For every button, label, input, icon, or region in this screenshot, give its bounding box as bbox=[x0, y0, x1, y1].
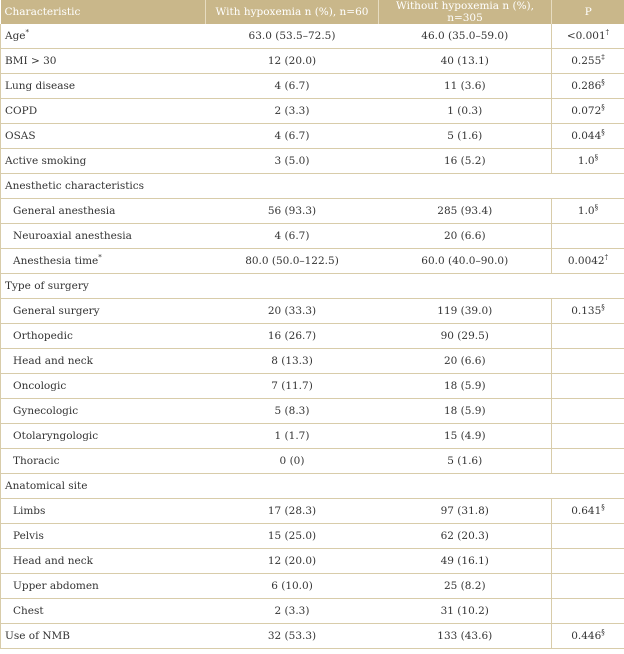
without-hypoxemia-cell bbox=[379, 449, 552, 474]
without-hypoxemia-cell bbox=[379, 199, 552, 224]
without-hypoxemia-cell-text: 15 (4.9) bbox=[443, 430, 486, 442]
without-hypoxemia-cell bbox=[379, 549, 552, 574]
with-hypoxemia-cell bbox=[206, 149, 379, 174]
p-value-cell-text: 0.255 bbox=[571, 55, 602, 67]
table-row bbox=[1, 574, 624, 599]
with-hypoxemia-cell-text: 17 (28.3) bbox=[267, 505, 317, 517]
without-hypoxemia-cell-text: 97 (31.8) bbox=[440, 505, 489, 517]
with-hypoxemia-cell bbox=[206, 374, 379, 399]
p-value-cell-text: <0.001 bbox=[566, 30, 606, 42]
without-hypoxemia-cell-text: 25 (8.2) bbox=[443, 580, 486, 592]
with-hypoxemia-cell bbox=[206, 574, 379, 599]
footnote-marker: * bbox=[25, 28, 30, 37]
p-value-cell bbox=[552, 49, 624, 74]
with-hypoxemia-cell bbox=[206, 224, 379, 249]
footnote-marker: § bbox=[601, 628, 605, 637]
table-row bbox=[1, 49, 624, 74]
with-hypoxemia-cell-text: 80.0 (50.0–122.5) bbox=[245, 255, 339, 267]
characteristic-cell-text: Head and neck bbox=[13, 555, 93, 567]
table-row bbox=[1, 349, 624, 374]
characteristic-cell-text: Upper abdomen bbox=[13, 580, 99, 592]
p-value-cell bbox=[552, 524, 624, 549]
table-row bbox=[1, 224, 624, 249]
with-hypoxemia-cell-text: 20 (33.3) bbox=[267, 305, 317, 317]
with-hypoxemia-cell bbox=[206, 449, 379, 474]
table-row bbox=[1, 599, 624, 624]
section-heading: Type of surgery bbox=[1, 274, 624, 299]
characteristic-cell-text: Thoracic bbox=[13, 455, 60, 467]
table-row bbox=[1, 74, 624, 99]
p-value-cell bbox=[552, 324, 624, 349]
footnote-marker: § bbox=[601, 103, 605, 112]
table-row bbox=[1, 524, 624, 549]
with-hypoxemia-cell-text: 56 (93.3) bbox=[267, 205, 317, 217]
with-hypoxemia-cell-text: 2 (3.3) bbox=[274, 105, 310, 117]
without-hypoxemia-cell bbox=[379, 424, 552, 449]
characteristic-cell bbox=[1, 249, 206, 274]
characteristic-cell bbox=[1, 24, 206, 49]
characteristic-cell-text: OSAS bbox=[5, 130, 36, 142]
characteristic-cell bbox=[1, 99, 206, 124]
table-row bbox=[1, 324, 624, 349]
with-hypoxemia-cell-text: 12 (20.0) bbox=[267, 55, 317, 67]
without-hypoxemia-cell-text: 20 (6.6) bbox=[443, 230, 486, 242]
table-header-row bbox=[1, 0, 624, 24]
p-value-cell bbox=[552, 549, 624, 574]
with-hypoxemia-cell-text: 1 (1.7) bbox=[274, 430, 310, 442]
without-hypoxemia-cell-text: 18 (5.9) bbox=[443, 380, 486, 392]
characteristic-cell bbox=[1, 199, 206, 224]
with-hypoxemia-cell bbox=[206, 299, 379, 324]
without-hypoxemia-cell bbox=[379, 99, 552, 124]
characteristic-cell bbox=[1, 599, 206, 624]
characteristic-cell-text: Active smoking bbox=[5, 155, 87, 167]
with-hypoxemia-cell-text: 12 (20.0) bbox=[267, 555, 317, 567]
section-heading: Anatomical site bbox=[1, 474, 624, 499]
without-hypoxemia-cell-text: 31 (10.2) bbox=[440, 605, 489, 617]
characteristic-cell-text: Otolaryngologic bbox=[13, 430, 99, 442]
p-value-cell-text: 0.641 bbox=[571, 505, 602, 517]
with-hypoxemia-cell bbox=[206, 524, 379, 549]
characteristic-cell-text: Use of NMB bbox=[5, 630, 70, 642]
with-hypoxemia-cell bbox=[206, 199, 379, 224]
characteristic-cell bbox=[1, 299, 206, 324]
without-hypoxemia-cell-text: 1 (0.3) bbox=[447, 105, 483, 117]
characteristic-cell-text: Anesthesia time bbox=[13, 255, 99, 267]
with-hypoxemia-cell bbox=[206, 599, 379, 624]
with-hypoxemia-cell-text: 63.0 (53.5–72.5) bbox=[248, 30, 336, 42]
characteristic-cell bbox=[1, 149, 206, 174]
characteristic-cell-text: Chest bbox=[13, 605, 44, 617]
table-row bbox=[1, 374, 624, 399]
characteristic-cell-text: Limbs bbox=[13, 505, 46, 517]
footnote-marker: § bbox=[594, 203, 599, 212]
with-hypoxemia-cell-text: 32 (53.3) bbox=[267, 630, 317, 642]
footnote-marker: § bbox=[601, 503, 605, 512]
table-row bbox=[1, 199, 624, 224]
with-hypoxemia-cell bbox=[206, 99, 379, 124]
section-row bbox=[1, 474, 624, 499]
without-hypoxemia-cell-text: 5 (1.6) bbox=[447, 130, 483, 142]
characteristic-cell bbox=[1, 49, 206, 74]
without-hypoxemia-cell bbox=[379, 574, 552, 599]
header-without-hypoxemia: Without hypoxemia n (%), n=305 bbox=[379, 0, 552, 24]
characteristic-cell bbox=[1, 324, 206, 349]
characteristic-cell-text: General anesthesia bbox=[13, 205, 116, 217]
table-body bbox=[1, 24, 624, 649]
p-value-cell bbox=[552, 374, 624, 399]
with-hypoxemia-cell bbox=[206, 74, 379, 99]
characteristic-cell-text: COPD bbox=[5, 105, 38, 117]
p-value-cell-text: 0.044 bbox=[571, 130, 602, 142]
footnote-marker: § bbox=[601, 128, 605, 137]
characteristic-cell bbox=[1, 224, 206, 249]
without-hypoxemia-cell-text: 60.0 (40.0–90.0) bbox=[421, 255, 509, 267]
without-hypoxemia-cell-text: 16 (5.2) bbox=[443, 155, 486, 167]
with-hypoxemia-cell-text: 6 (10.0) bbox=[271, 580, 313, 592]
without-hypoxemia-cell-text: 5 (1.6) bbox=[447, 455, 483, 467]
characteristic-cell-text: Pelvis bbox=[13, 530, 44, 542]
characteristic-cell-text: General surgery bbox=[13, 305, 100, 317]
p-value-cell bbox=[552, 399, 624, 424]
table-row bbox=[1, 299, 624, 324]
without-hypoxemia-cell bbox=[379, 624, 552, 649]
with-hypoxemia-cell bbox=[206, 424, 379, 449]
with-hypoxemia-cell bbox=[206, 499, 379, 524]
footnote-marker: † bbox=[605, 28, 610, 37]
characteristic-cell bbox=[1, 399, 206, 424]
p-value-cell bbox=[552, 499, 624, 524]
table-row bbox=[1, 149, 624, 174]
with-hypoxemia-cell bbox=[206, 24, 379, 49]
without-hypoxemia-cell-text: 18 (5.9) bbox=[443, 405, 486, 417]
p-value-cell-text: 0.286 bbox=[571, 80, 602, 92]
footnote-marker: † bbox=[604, 253, 609, 262]
with-hypoxemia-cell bbox=[206, 324, 379, 349]
p-value-cell bbox=[552, 249, 624, 274]
with-hypoxemia-cell bbox=[206, 624, 379, 649]
without-hypoxemia-cell bbox=[379, 324, 552, 349]
without-hypoxemia-cell bbox=[379, 249, 552, 274]
without-hypoxemia-cell bbox=[379, 299, 552, 324]
with-hypoxemia-cell bbox=[206, 349, 379, 374]
with-hypoxemia-cell bbox=[206, 549, 379, 574]
with-hypoxemia-cell-text: 5 (8.3) bbox=[274, 405, 310, 417]
without-hypoxemia-cell-text: 285 (93.4) bbox=[437, 205, 493, 217]
without-hypoxemia-cell bbox=[379, 499, 552, 524]
p-value-cell bbox=[552, 224, 624, 249]
without-hypoxemia-cell bbox=[379, 74, 552, 99]
with-hypoxemia-cell-text: 15 (25.0) bbox=[267, 530, 317, 542]
characteristic-cell bbox=[1, 374, 206, 399]
with-hypoxemia-cell-text: 0 (0) bbox=[279, 455, 305, 467]
table-row bbox=[1, 449, 624, 474]
without-hypoxemia-cell-text: 46.0 (35.0–59.0) bbox=[421, 30, 509, 42]
table-row bbox=[1, 399, 624, 424]
without-hypoxemia-cell bbox=[379, 224, 552, 249]
p-value-cell bbox=[552, 199, 624, 224]
p-value-cell bbox=[552, 624, 624, 649]
without-hypoxemia-cell-text: 90 (29.5) bbox=[440, 330, 489, 342]
characteristic-cell bbox=[1, 349, 206, 374]
without-hypoxemia-cell bbox=[379, 149, 552, 174]
characteristic-cell-text: BMI > 30 bbox=[5, 55, 57, 67]
with-hypoxemia-cell bbox=[206, 124, 379, 149]
p-value-cell-text: 0.135 bbox=[571, 305, 602, 317]
characteristic-cell-text: Neuroaxial anesthesia bbox=[13, 230, 132, 242]
characteristic-cell bbox=[1, 124, 206, 149]
without-hypoxemia-cell bbox=[379, 49, 552, 74]
table-row bbox=[1, 249, 624, 274]
without-hypoxemia-cell bbox=[379, 524, 552, 549]
without-hypoxemia-cell bbox=[379, 24, 552, 49]
header-with-hypoxemia: With hypoxemia n (%), n=60 bbox=[206, 0, 379, 24]
without-hypoxemia-cell-text: 119 (39.0) bbox=[437, 305, 493, 317]
without-hypoxemia-cell-text: 133 (43.6) bbox=[437, 630, 493, 642]
characteristic-cell bbox=[1, 549, 206, 574]
with-hypoxemia-cell-text: 4 (6.7) bbox=[274, 130, 310, 142]
table-row bbox=[1, 424, 624, 449]
with-hypoxemia-cell bbox=[206, 249, 379, 274]
p-value-cell bbox=[552, 349, 624, 374]
p-value-cell-text: 0.446 bbox=[571, 630, 602, 642]
p-value-cell bbox=[552, 149, 624, 174]
footnote-marker: § bbox=[601, 303, 605, 312]
characteristic-cell-text: Age bbox=[5, 30, 26, 42]
p-value-cell bbox=[552, 124, 624, 149]
characteristic-cell bbox=[1, 524, 206, 549]
characteristic-cell bbox=[1, 449, 206, 474]
footnote-marker: * bbox=[98, 253, 102, 262]
table-row bbox=[1, 549, 624, 574]
p-value-cell bbox=[552, 24, 624, 49]
without-hypoxemia-cell bbox=[379, 599, 552, 624]
header-characteristic: Characteristic bbox=[1, 0, 206, 24]
characteristic-cell-text: Gynecologic bbox=[13, 405, 79, 417]
characteristic-cell bbox=[1, 574, 206, 599]
with-hypoxemia-cell-text: 2 (3.3) bbox=[274, 605, 310, 617]
with-hypoxemia-cell-text: 16 (26.7) bbox=[267, 330, 317, 342]
p-value-cell-text: 0.0042 bbox=[567, 255, 605, 267]
without-hypoxemia-cell-text: 20 (6.6) bbox=[443, 355, 486, 367]
without-hypoxemia-cell-text: 11 (3.6) bbox=[443, 80, 486, 92]
p-value-cell bbox=[552, 599, 624, 624]
without-hypoxemia-cell-text: 49 (16.1) bbox=[440, 555, 489, 567]
characteristic-cell-text: Head and neck bbox=[13, 355, 93, 367]
with-hypoxemia-cell bbox=[206, 399, 379, 424]
without-hypoxemia-cell bbox=[379, 349, 552, 374]
characteristic-cell bbox=[1, 424, 206, 449]
p-value-cell bbox=[552, 74, 624, 99]
footnote-marker: § bbox=[594, 153, 599, 162]
p-value-cell-text: 1.0 bbox=[577, 155, 595, 167]
p-value-cell bbox=[552, 574, 624, 599]
without-hypoxemia-cell bbox=[379, 399, 552, 424]
with-hypoxemia-cell-text: 7 (11.7) bbox=[271, 380, 313, 392]
characteristic-cell-text: Oncologic bbox=[13, 380, 67, 392]
without-hypoxemia-cell-text: 62 (20.3) bbox=[440, 530, 489, 542]
table-row bbox=[1, 24, 624, 49]
table-row bbox=[1, 624, 624, 649]
characteristic-cell-text: Orthopedic bbox=[13, 330, 73, 342]
with-hypoxemia-cell-text: 4 (6.7) bbox=[274, 80, 310, 92]
section-row bbox=[1, 274, 624, 299]
table-row bbox=[1, 99, 624, 124]
p-value-cell bbox=[552, 99, 624, 124]
without-hypoxemia-cell bbox=[379, 374, 552, 399]
characteristic-cell bbox=[1, 624, 206, 649]
characteristic-cell-text: Lung disease bbox=[5, 80, 76, 92]
table-row bbox=[1, 499, 624, 524]
p-value-cell bbox=[552, 424, 624, 449]
p-value-cell-text: 1.0 bbox=[577, 205, 595, 217]
p-value-cell bbox=[552, 449, 624, 474]
section-heading: Anesthetic characteristics bbox=[1, 174, 624, 199]
without-hypoxemia-cell-text: 40 (13.1) bbox=[440, 55, 489, 67]
with-hypoxemia-cell bbox=[206, 49, 379, 74]
p-value-cell bbox=[552, 299, 624, 324]
characteristic-cell bbox=[1, 499, 206, 524]
header-p-value: P bbox=[552, 0, 624, 24]
footnote-marker: § bbox=[601, 78, 605, 87]
p-value-cell-text: 0.072 bbox=[571, 105, 602, 117]
section-row bbox=[1, 174, 624, 199]
with-hypoxemia-cell-text: 3 (5.0) bbox=[274, 155, 310, 167]
with-hypoxemia-cell-text: 8 (13.3) bbox=[271, 355, 313, 367]
without-hypoxemia-cell bbox=[379, 124, 552, 149]
table-row bbox=[1, 124, 624, 149]
footnote-marker: ‡ bbox=[601, 53, 605, 62]
characteristic-cell bbox=[1, 74, 206, 99]
with-hypoxemia-cell-text: 4 (6.7) bbox=[274, 230, 310, 242]
